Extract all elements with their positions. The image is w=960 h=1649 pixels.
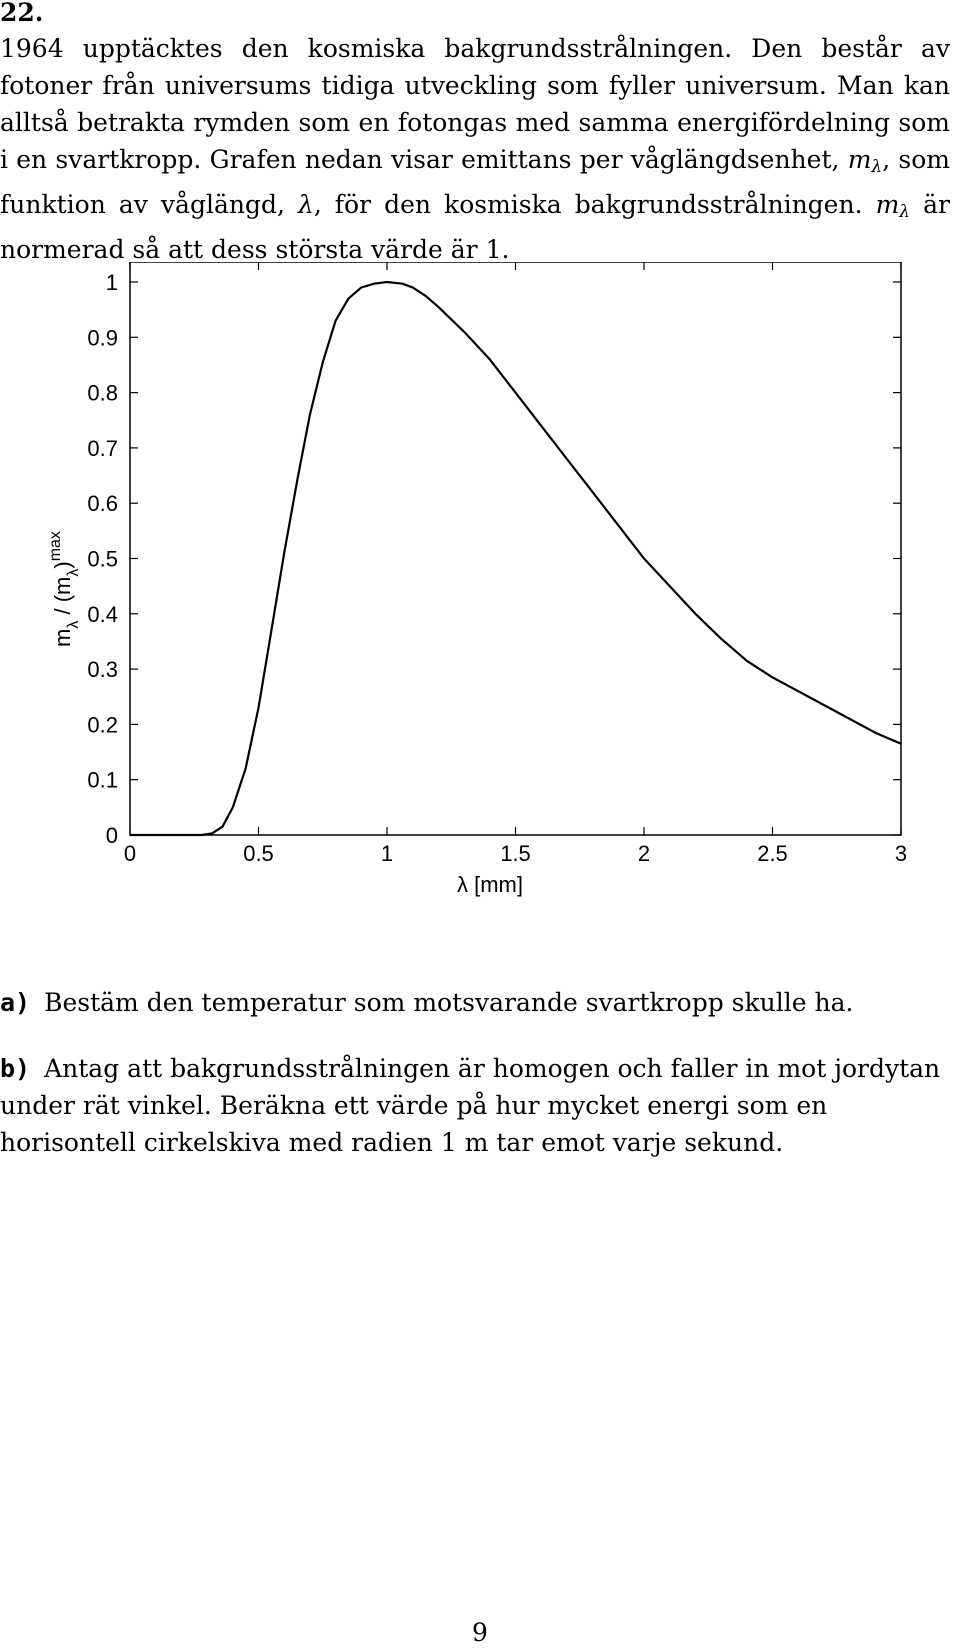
symbol-lambda-sub: λ: [871, 157, 883, 177]
x-tick-label: 2.5: [757, 841, 788, 866]
y-axis-label: [47, 531, 82, 647]
intro-paragraph: [0, 30, 950, 268]
ylabel-m: m: [50, 628, 75, 647]
y-tick-label: 0.1: [87, 767, 118, 793]
blackbody-chart: [40, 262, 920, 912]
question-a-label: a): [0, 988, 31, 1017]
page-number: 9: [472, 1618, 488, 1647]
intro-text-2: , som funktion av våglängd,: [0, 145, 950, 219]
ylabel-mid: / (m: [50, 576, 75, 621]
ylabel-end: ): [50, 561, 75, 569]
symbol-m-lambda-2: [875, 190, 911, 222]
series-line: [130, 282, 901, 835]
symbol-lambda: λ: [297, 190, 314, 219]
y-tick-label: 0.7: [87, 435, 118, 461]
symbol-lambda-sub-2: λ: [899, 202, 911, 222]
plot-frame: [130, 262, 901, 835]
intro-text-4: är normerad så att dess största värde är 1.: [0, 190, 950, 264]
y-tick-label: 0.5: [87, 546, 118, 572]
y-tick-label: 0.2: [87, 712, 118, 738]
question-a: [0, 984, 950, 1021]
figure: [40, 262, 920, 916]
symbol-m: m: [847, 145, 872, 174]
question-b-text: Antag att bakgrundsstrålningen är homogen och faller in mot jordytan under rät vinkel. Beräkna ett värde på hur mycket energi som en horisontell cirkelskiva med radien 1 m tar emot varje sekund.: [0, 1054, 941, 1157]
x-tick-label: 1: [380, 841, 394, 866]
intro-text-1: 1964 upptäcktes den kosmiska bakgrundsstrålningen. Den består av fotoner från universums tidiga utveckling som fyller universum. Man kan alltså betrakta rymden som en fotongas med samma energifördelning som i en svartkropp. Grafen nedan visar emittans per våglängdsenhet,: [0, 34, 950, 174]
ylabel-sub: λ: [65, 620, 82, 629]
y-tick-label: 0.9: [87, 325, 118, 351]
x-tick-label: 3: [894, 841, 908, 866]
y-tick-label: 0.3: [87, 657, 118, 683]
x-tick-label: 0: [123, 841, 137, 866]
symbol-m-2: m: [875, 190, 900, 219]
y-tick-label: 0.8: [87, 380, 118, 406]
question-b-label: b): [0, 1054, 31, 1083]
y-tick-label: 0: [105, 823, 118, 848]
symbol-m-lambda: [847, 145, 883, 177]
question-a-text: Bestäm den temperatur som motsvarande svartkropp skulle ha.: [44, 988, 854, 1017]
ylabel-sub3: max: [47, 531, 64, 562]
intro-text-3: , för den kosmiska bakgrundsstrålningen.: [313, 190, 876, 219]
x-tick-label: 0.5: [243, 841, 274, 866]
x-tick-label: 2: [637, 841, 651, 866]
y-tick-label: 1: [105, 270, 118, 295]
y-tick-label: 0.4: [87, 601, 118, 627]
svg-text:mλ / (mλ)max: [47, 531, 82, 647]
x-tick-label: 1.5: [500, 841, 531, 866]
question-b: [0, 1050, 950, 1161]
ylabel-sub2: λ: [65, 568, 82, 577]
problem-number: 22.: [0, 0, 44, 27]
y-tick-label: 0.6: [87, 491, 118, 517]
x-axis-label: λ [mm]: [457, 872, 523, 897]
